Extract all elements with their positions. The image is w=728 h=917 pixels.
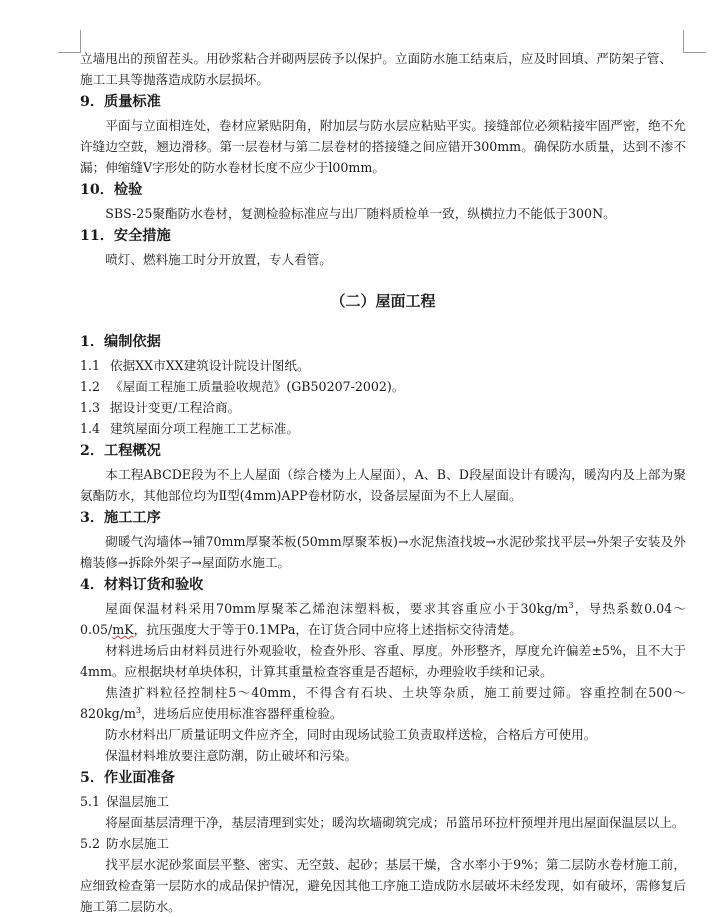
list-text: 《屋面工程施工质量验收规范》(GB50207-2002)。 (110, 379, 405, 394)
list-item (80, 418, 686, 439)
subheading-text: 保温层施工 (106, 794, 169, 809)
list-number: 1.3 (80, 400, 101, 415)
paragraph-waterproofing: 找平层水泥砂浆面层平整、密实、无空鼓、起砂；基层干燥，含水率小于9%；第二层防水卷材施工前，应细致检查第一层防水的成品保护情况，避免因其他工序施工造成防水层破坏未经发现，如有破坏，需修复后施工第二层防水。 (80, 857, 686, 914)
paragraph-materials-3 (80, 682, 686, 724)
subheading-number: 5.2 (80, 836, 101, 851)
paragraph-safety: 喷灯、燃料施工时分开放置，专人看管。 (105, 252, 332, 267)
text-run: 屋面保温材料采用70mm厚聚苯乙烯泡沫塑料板，要求其容重应小于30kg/m (105, 601, 569, 616)
subheading-insulation (80, 791, 686, 812)
heading-preparation: 5．作业面准备 (80, 770, 175, 786)
list-text: 据设计变更/工程洽商。 (110, 400, 241, 415)
heading-quality-standard: 9．质量标准 (80, 94, 161, 110)
list-number: 1.1 (80, 358, 101, 373)
list-number: 1.2 (80, 379, 101, 394)
text-run: ，抗压强度大于等于0.1MPa，在订货合同中应将上述指标交待清楚。 (133, 622, 523, 637)
paragraph-materials-5: 保温材料堆放要注意防潮，防止破坏和污染。 (105, 748, 358, 763)
paragraph-materials-4: 防水材料出厂质量证明文件应齐全，同时由现场试验工负责取样送检，合格后方可使用。 (105, 727, 597, 742)
paragraph-insulation: 将屋面基层清理干净，基层清理到实处；暖沟坎墙砌筑完成；吊篮吊环拉杆预埋并甩出屋面保温层以上。 (105, 815, 685, 830)
list-item (80, 376, 686, 397)
spellcheck-marked-text: mK (112, 622, 134, 637)
paragraph-materials-2: 材料进场后由材料员进行外观验收，检查外形、容重、厚度。外形整齐，厚度允许偏差±5%，且不大于4mm。应根据块材单块体积，计算其重量检查容重是否超标，办理验收手续和记录。 (80, 643, 686, 679)
paragraph-inspection: SBS-25聚酯防水卷材，复测检验标准应与出厂随料质检单一致，纵横拉力不能低于300N。 (105, 206, 616, 221)
superscript: 3 (135, 705, 142, 715)
subheading-waterproofing (80, 833, 686, 854)
paragraph-materials-1 (80, 598, 686, 640)
heading-overview: 2．工程概况 (80, 443, 161, 459)
superscript: 3 (568, 600, 574, 610)
heading-safety: 11．安全措施 (80, 228, 171, 244)
page-corner-mark-left (58, 30, 81, 53)
text-run: ，导热系数0.04～0.05/ (80, 601, 687, 637)
text-run: ，进场后应使用标准容器秤重检验。 (141, 706, 343, 721)
paragraph-overview: 本工程ABCDE段为不上人屋面（综合楼为上人屋面），A、B、D段屋面设计有暖沟，暖沟内及上部为聚氨酯防水，其他部位均为Ⅱ型(4mm)APP卷材防水，设备层屋面为不上人屋面。 (80, 467, 686, 503)
paragraph-quality-standard: 平面与立面相连处，卷材应紧贴阴角，附加层与防水层应粘贴平实。接缝部位必须粘接牢固严密，绝不允许缝边空鼓，翘边滑移。第一层卷材与第二层卷材的搭接缝之间应错开300mm。确保防水质量，达到不渗不漏；伸缩缝V字形处的防水卷材长度不应少于l00mm。 (80, 118, 686, 175)
heading-materials: 4．材料订货和验收 (80, 577, 204, 593)
list-number: 1.4 (80, 421, 101, 436)
document-page (80, 48, 686, 917)
chapter-title: （二）屋面工程 (330, 292, 436, 310)
subheading-number: 5.1 (80, 794, 101, 809)
list-text: 依据XX市XX建筑设计院设计图纸。 (110, 358, 310, 373)
page-corner-mark-right (683, 30, 706, 53)
list-item (80, 355, 686, 376)
heading-procedure: 3．施工工序 (80, 510, 161, 526)
paragraph-procedure: 砌暖气沟墙体→铺70mm厚聚苯板(50mm厚聚苯板)→水泥焦渣找坡→水泥砂浆找平层→外架子安装及外檐装修→拆除外架子→屋面防水施工。 (80, 534, 686, 570)
top-line-2: 施工工具等抛落造成防水层损坏。 (80, 72, 269, 87)
subheading-text: 防水层施工 (106, 836, 169, 851)
paragraph-top (80, 48, 686, 90)
heading-basis: 1．编制依据 (80, 334, 161, 350)
heading-inspection: 10．检验 (80, 182, 143, 198)
list-text: 建筑屋面分项工程施工工艺标准。 (110, 421, 299, 436)
top-line-1: 立墙甩出的预留茬头。用砂浆粘合并砌两层砖予以保护。立面防水施工结束后，应及时回填、严防架子管、 (80, 51, 672, 66)
text-run: 焦渣扩料粒径控制柱5～40mm，不得含有石块、土块等杂质，施工前要过筛。容重控制在500～820kg/m (80, 685, 686, 721)
list-item (80, 397, 686, 418)
